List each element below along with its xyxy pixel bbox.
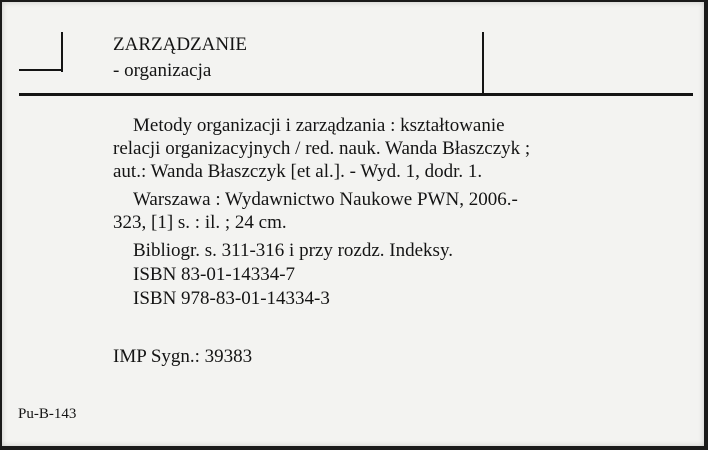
imprint-line-2: 323, [1] s. : il. ; 24 cm. [113, 212, 287, 233]
imprint-line-1: Warszawa : Wydawnictwo Naukowe PWN, 2006.- [133, 189, 518, 210]
isbn-2: ISBN 978-83-01-14334-3 [133, 288, 330, 309]
heading-divider-vertical [482, 32, 484, 95]
title-line-1: Metody organizacji i zarządzania : kształtowanie [133, 115, 505, 136]
corner-mark-vertical [61, 32, 63, 72]
heading-rule [19, 93, 693, 96]
isbn-1: ISBN 83-01-14334-7 [133, 264, 296, 285]
catalog-card [2, 2, 704, 446]
library-code: Pu-B-143 [18, 406, 77, 422]
title-line-3: aut.: Wanda Błaszczyk [et al.]. - Wyd. 1, dodr. 1. [113, 161, 483, 182]
title-line-2: relacji organizacyjnych / red. nauk. Wanda Błaszczyk ; [113, 138, 531, 159]
corner-mark-horizontal [19, 69, 63, 71]
subject-subdivision: - organizacja [113, 60, 212, 81]
bibliography-note: Bibliogr. s. 311-316 i przy rozdz. Indeksy. [133, 240, 453, 261]
subject-heading: ZARZĄDZANIE [113, 34, 248, 55]
call-number: IMP Sygn.: 39383 [113, 346, 253, 367]
